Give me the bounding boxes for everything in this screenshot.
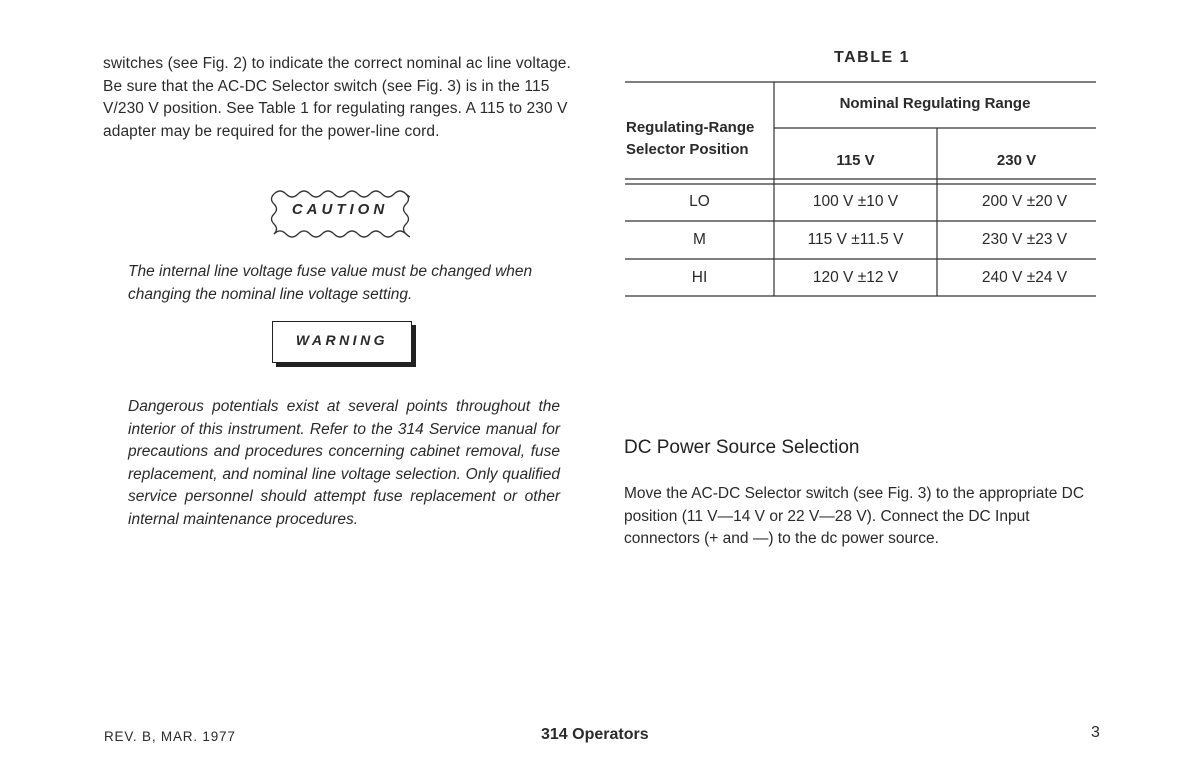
table-cell-115v: 100 V ±10 V bbox=[812, 193, 899, 210]
table-title: TABLE 1 bbox=[834, 49, 910, 66]
dc-section-paragraph: Move the AC-DC Selector switch (see Fig. 3) to the appropriate DC position (11 V—14 V or 22 V—28 V). Connect the DC Input connectors (+ and —) to the dc power source. bbox=[624, 485, 1085, 547]
intro-paragraph: switches (see Fig. 2) to indicate the correct nominal ac line voltage. Be sure that the AC-DC Selector switch (see Fig. 3) is in the 115 V/230 V position. See Table 1 for regulating ranges. A 115 to 230 V adapter may be required for the power-line cord. bbox=[103, 55, 571, 140]
table-cell-115v: 115 V ±11.5 V bbox=[807, 231, 904, 248]
footer-manual-title: 314 Operators bbox=[541, 726, 649, 743]
table-header-115v: 115 V bbox=[836, 152, 875, 169]
table-cell-115v: 120 V ±12 V bbox=[812, 269, 899, 286]
table-cell-position: LO bbox=[689, 193, 710, 210]
table-cell-position: M bbox=[693, 231, 706, 248]
caution-label: CAUTION bbox=[291, 201, 389, 218]
table-cell-230v: 230 V ±23 V bbox=[981, 231, 1068, 248]
warning-text: Dangerous potentials exist at several points throughout the interior of this instrument. Refer to the 314 Service manual for precautions and procedures concerning cabinet removal, fuse replacement, and nominal line voltage selection. Only qualified service personnel should attempt fuse replacement or other internal maintenance procedures. bbox=[128, 398, 560, 528]
table-header-230v: 230 V bbox=[996, 152, 1037, 169]
table-cell-230v: 200 V ±20 V bbox=[981, 193, 1068, 210]
caution-text: The internal line voltage fuse value must be changed when changing the nominal line voltage setting. bbox=[128, 263, 533, 303]
footer-revision: REV. B, MAR. 1977 bbox=[104, 729, 236, 744]
table-header-selector-position: Regulating-Range Selector Position bbox=[626, 119, 755, 158]
warning-label: WARNING bbox=[295, 332, 389, 348]
table-cell-230v: 240 V ±24 V bbox=[981, 269, 1068, 286]
page-number: 3 bbox=[1091, 724, 1100, 741]
table-header-nominal-range: Nominal Regulating Range bbox=[839, 95, 1031, 112]
table-cell-position: HI bbox=[691, 269, 708, 286]
dc-section-heading: DC Power Source Selection bbox=[624, 437, 860, 458]
